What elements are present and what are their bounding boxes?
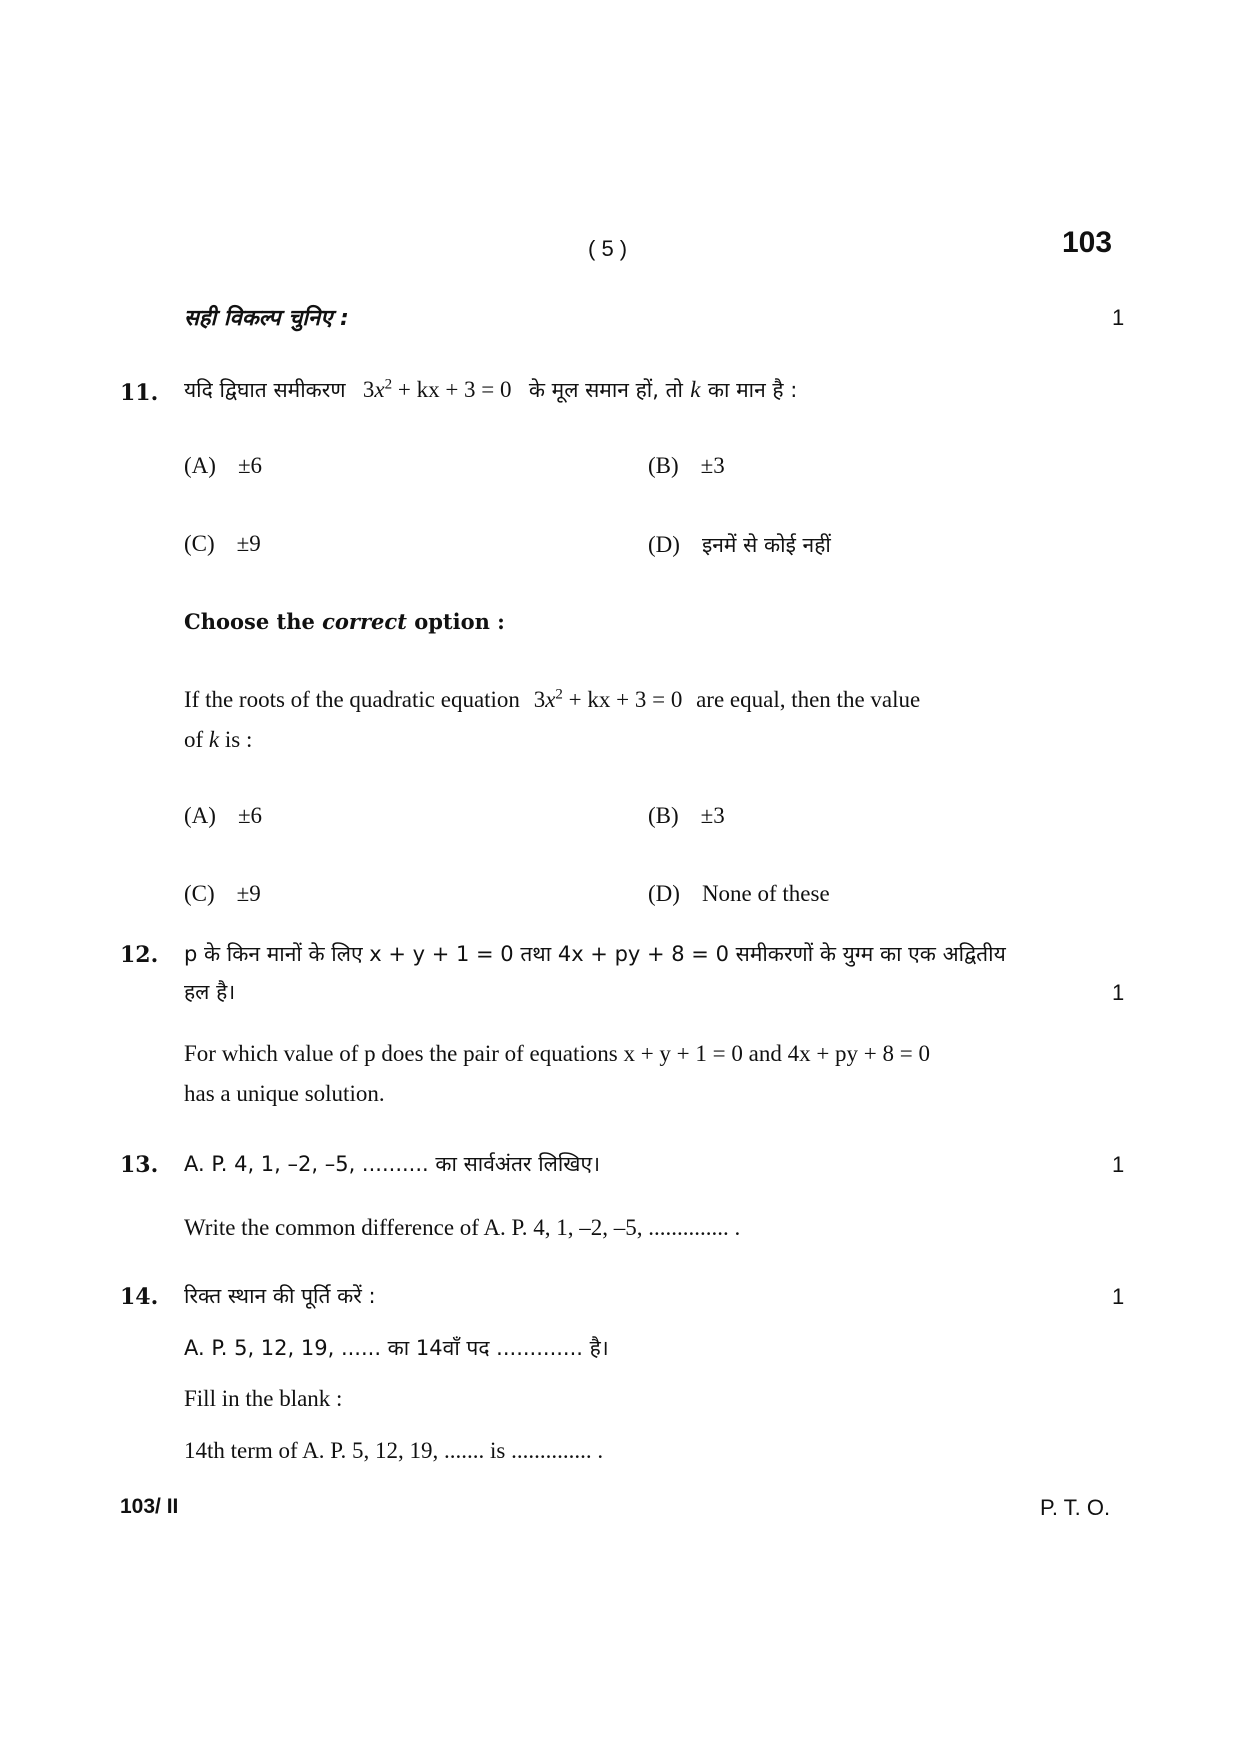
- q14-hindi-line2: A. P. 5, 12, 19, ...... का 14वाँ पद ............. है।: [184, 1336, 609, 1360]
- q11-option-c-en: [184, 881, 261, 907]
- option-label: (A): [184, 803, 216, 828]
- q11-eq-rest: + kx + 3 = 0: [568, 687, 683, 712]
- q12-english-line1: For which value of p does the pair of equations x + y + 1 = 0 and 4x + py + 8 = 0: [184, 1041, 930, 1066]
- q11-option-b-en: [648, 803, 725, 829]
- q11-option-a-hi: [184, 453, 262, 479]
- q11-option-c-hi: [184, 531, 261, 557]
- q13-hindi-line: A. P. 4, 1, –2, –5, .......... का सार्वअंतर लिखिए।: [184, 1152, 601, 1176]
- q11-option-d-hi: [648, 531, 831, 559]
- q12-hindi-line2: हल है।: [184, 980, 236, 1004]
- q11-option-d-en: [648, 881, 830, 907]
- q14-english-line1: Fill in the blank :: [184, 1386, 343, 1411]
- q11-eq-coef: 3: [362, 377, 375, 402]
- question-number-12: 12.: [120, 942, 159, 968]
- q11-eq-sup: 2: [384, 376, 393, 393]
- question-number-11: 11.: [120, 380, 159, 406]
- q11-hindi-mid: के मूल समान हों, तो: [528, 378, 683, 402]
- q11-hindi-text: [184, 376, 797, 404]
- option-value: ±3: [700, 453, 725, 478]
- q11-hindi-pre: यदि द्विघात समीकरण: [184, 378, 346, 402]
- q11-en-pre: If the roots of the quadratic equation: [184, 687, 520, 712]
- q11-eq-x: x: [545, 687, 556, 712]
- option-label: (C): [184, 881, 215, 906]
- option-label: (D): [648, 881, 680, 906]
- q11-en-post: are equal, then the value: [696, 687, 921, 712]
- q11-option-a-en: [184, 803, 262, 829]
- option-label: (D): [648, 532, 680, 557]
- q11-english-line1: [184, 687, 1124, 713]
- q11-en-is: is :: [219, 727, 253, 752]
- option-value: ±9: [236, 881, 261, 906]
- choose-post: option :: [406, 609, 505, 634]
- option-label: (B): [648, 803, 679, 828]
- q12-english-line2: has a unique solution.: [184, 1081, 385, 1106]
- q11-en-k: k: [208, 727, 220, 752]
- q11-hindi-post: का मान है :: [707, 378, 798, 402]
- footer-pto: P. T. O.: [1040, 1495, 1111, 1520]
- option-label: (A): [184, 453, 216, 478]
- q13-mark: 1: [1112, 1152, 1125, 1177]
- choose-pre: Choose the: [184, 609, 323, 634]
- footer-code: 103/ II: [120, 1495, 179, 1518]
- q11-english-line2: [184, 727, 252, 753]
- instruction-english: [184, 609, 505, 634]
- q11-en-of: of: [184, 727, 209, 752]
- instruction-hindi: सही विकल्प चुनिए :: [184, 306, 349, 331]
- q11-hindi-k: k: [690, 377, 701, 402]
- choose-em: correct: [322, 609, 407, 634]
- q12-hindi-line1: p के किन मानों के लिए x + y + 1 = 0 तथा 4x + py + 8 = 0 समीकरणों के युग्म का एक अद्वितीय: [184, 942, 1006, 966]
- q14-mark: 1: [1112, 1284, 1125, 1309]
- q11-eq-coef: 3: [533, 687, 546, 712]
- q13-english-line: Write the common difference of A. P. 4, 1, –2, –5, .............. .: [184, 1215, 741, 1240]
- paper-code: 103: [1062, 226, 1113, 259]
- q11-equation: [363, 377, 512, 402]
- option-value: None of these: [701, 881, 830, 906]
- question-number-14: 14.: [120, 1284, 159, 1310]
- option-label: (C): [184, 531, 215, 556]
- option-value: ±9: [236, 531, 261, 556]
- option-value: इनमें से कोई नहीं: [701, 533, 831, 557]
- question-number-13: 13.: [120, 1152, 159, 1178]
- instruction-mark: 1: [1112, 305, 1125, 330]
- q11-option-b-hi: [648, 453, 725, 479]
- q11-eq-x: x: [374, 377, 385, 402]
- page-number: ( 5 ): [588, 236, 628, 261]
- option-value: ±6: [237, 453, 263, 478]
- option-value: ±3: [700, 803, 725, 828]
- q11-eq-rest: + kx + 3 = 0: [397, 377, 512, 402]
- q14-hindi-line1: रिक्त स्थान की पूर्ति करें :: [184, 1284, 376, 1308]
- q12-mark: 1: [1112, 980, 1125, 1005]
- option-value: ±6: [237, 803, 263, 828]
- q11-en-equation: [534, 687, 683, 712]
- q14-english-line2: 14th term of A. P. 5, 12, 19, ....... is .............. .: [184, 1438, 604, 1463]
- q11-eq-sup: 2: [555, 686, 563, 703]
- option-label: (B): [648, 453, 679, 478]
